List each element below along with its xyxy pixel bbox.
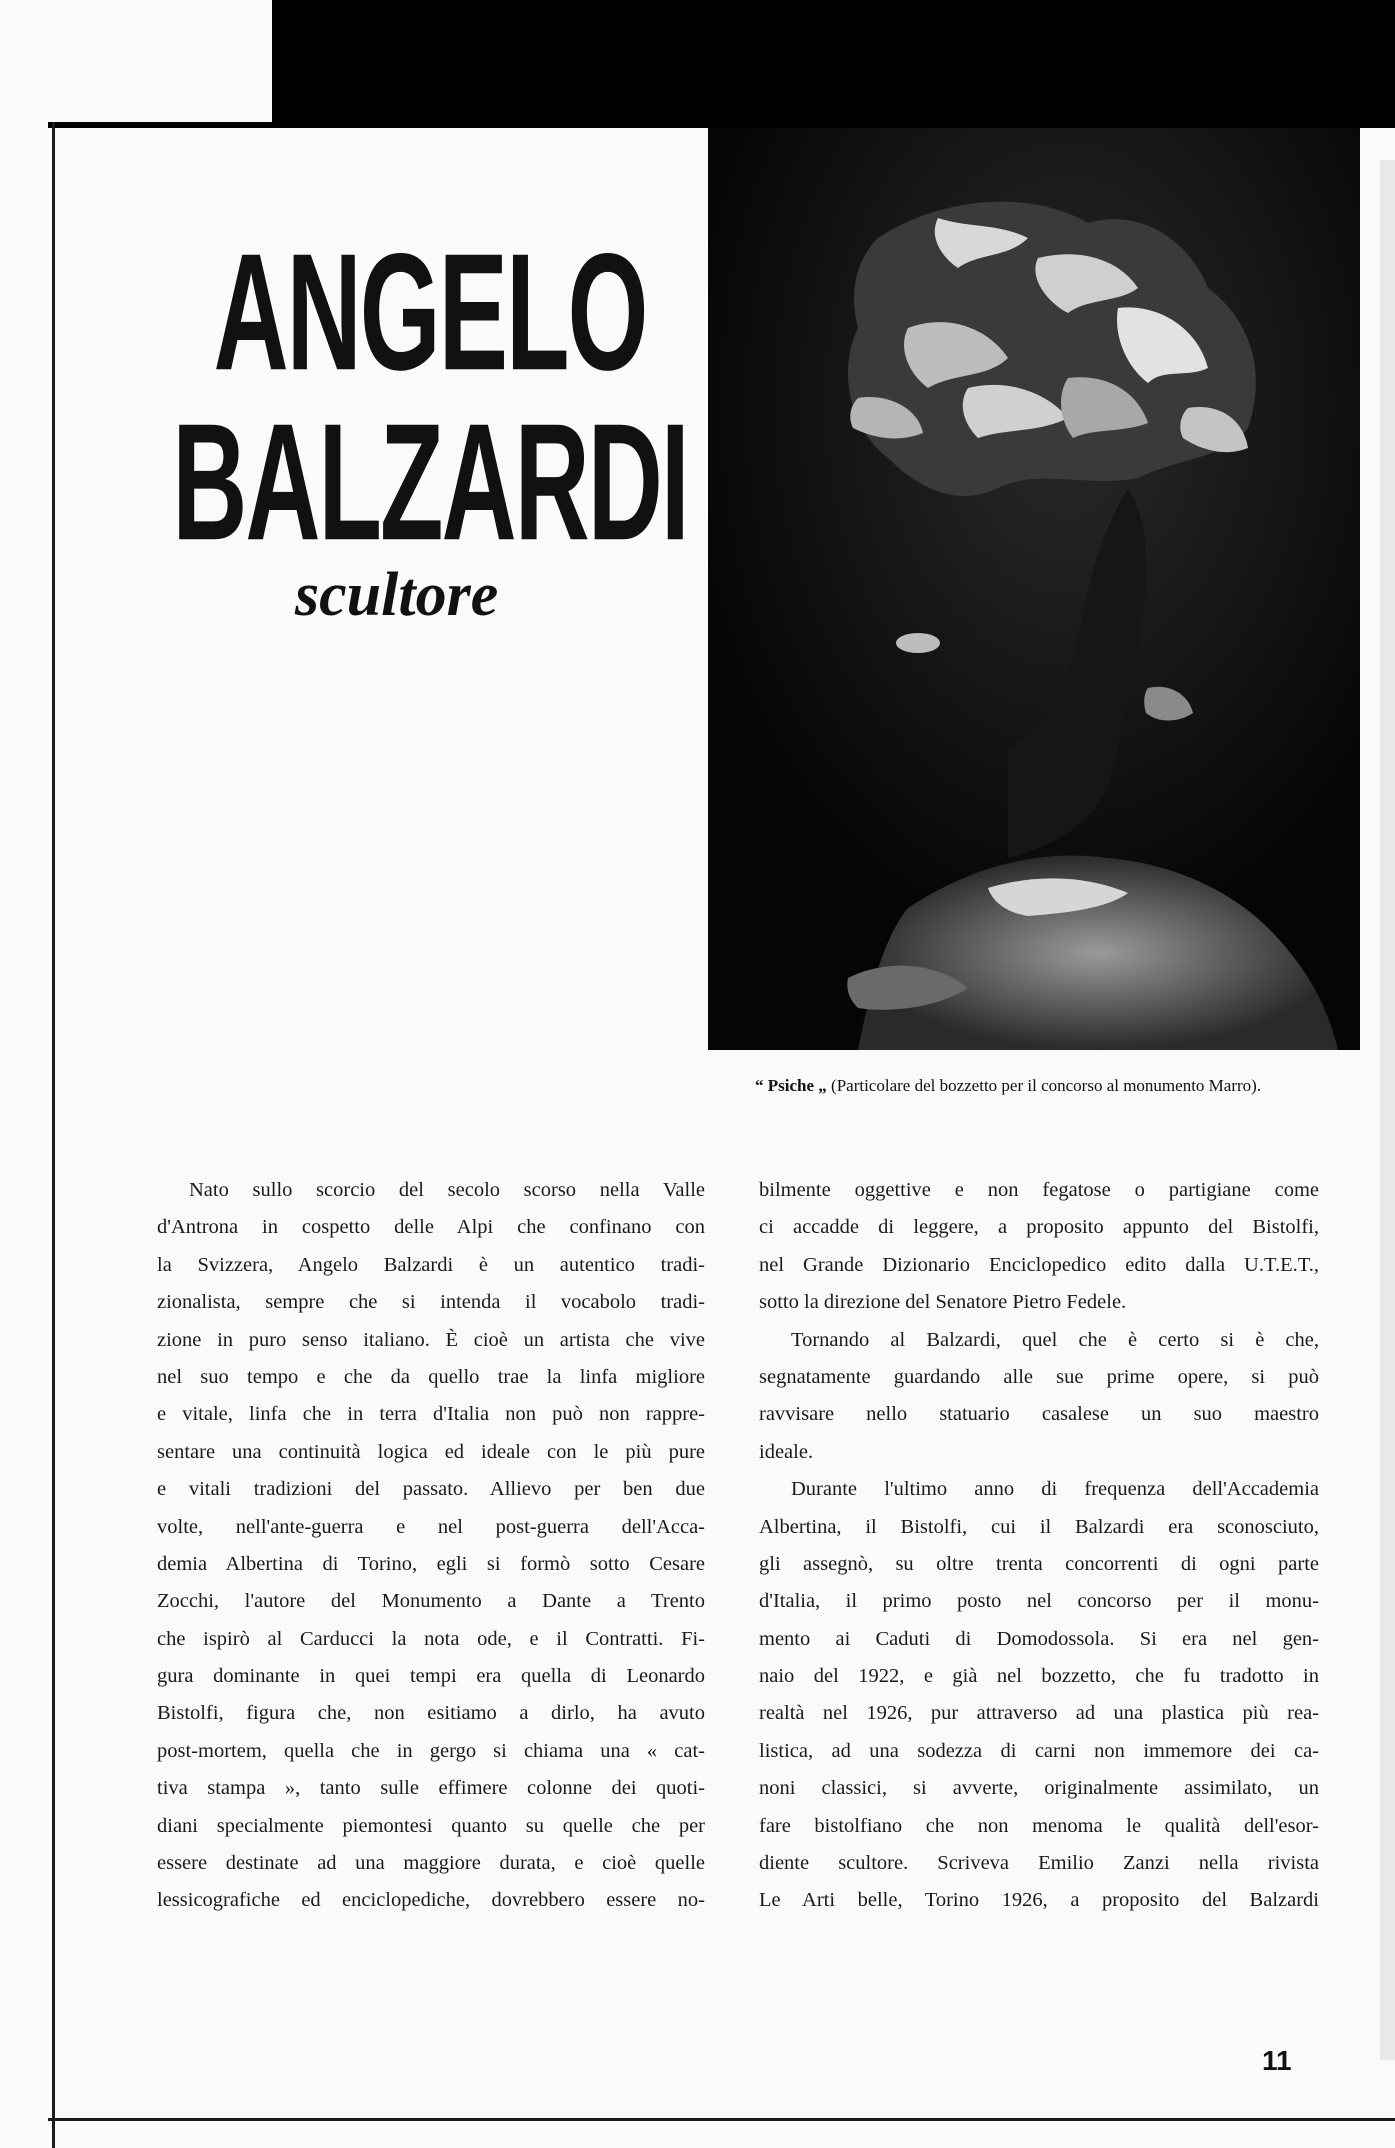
text-line: ravvisare nello statuario casalese un suo maestro (759, 1403, 1319, 1426)
text-line: Bistolfi, figura che, non esitiamo a dirlo, ha avuto (157, 1702, 705, 1725)
text-line: Zocchi, l'autore del Monumento a Dante a Trento (157, 1590, 705, 1613)
text-line: essere destinate ad una maggiore durata, e cioè quelle (157, 1852, 705, 1875)
text-line: d'Italia, il primo posto nel concorso per il monu- (759, 1590, 1319, 1613)
text-column-left (157, 1172, 705, 1920)
text-line: lessicografiche ed enciclopediche, dovrebbero essere no- (157, 1889, 705, 1912)
text-line: Albertina, il Bistolfi, cui il Balzardi era sconosciuto, (759, 1515, 1319, 1538)
title-line-last-name: BALZARDI (172, 390, 688, 576)
page-edge-right (1380, 160, 1395, 2060)
photo-caption (755, 1076, 1355, 1096)
text-line: diente scultore. Scriveva Emilio Zanzi nella rivista (759, 1852, 1319, 1875)
text-line: tiva stampa », tanto sulle effimere colonne dei quoti- (157, 1777, 705, 1800)
text-line: post-mortem, quella che in gergo si chiama una « cat- (157, 1739, 705, 1762)
text-line: zione in puro senso italiano. È cioè un artista che vive (157, 1328, 705, 1351)
text-line: gli assegnò, su oltre trenta concorrenti di ogni parte (759, 1552, 1319, 1575)
page-edge-left (0, 122, 48, 2148)
text-line: d'Antrona in cospetto delle Alpi che confinano con (157, 1216, 705, 1239)
text-line: la Svizzera, Angelo Balzardi è un autentico tradi- (157, 1253, 705, 1276)
text-line: bilmente oggettive e non fegatose o partigiane come (759, 1179, 1319, 1201)
sculpture-photo-icon (708, 128, 1360, 1050)
caption-title: “ Psiche „ (755, 1076, 827, 1095)
text-line: diani specialmente piemontesi quanto su quelle che per (157, 1814, 705, 1837)
title-line-first-name: ANGELO (213, 220, 647, 406)
text-line: e vitale, linfa che in terra d'Italia non può non rappre- (157, 1403, 705, 1426)
text-line: Tornando al Balzardi, quel che è certo si è che, (791, 1328, 1319, 1351)
text-line: fare bistolfiano che non menoma le qualità dell'esor- (759, 1814, 1319, 1837)
text-line: nel Grande Dizionario Enciclopedico edito dalla U.T.E.T., (759, 1253, 1319, 1276)
text-line: segnatamente guardando alle sue prime opere, si può (759, 1365, 1319, 1388)
page-border-left (52, 122, 55, 2148)
text-line: realtà nel 1926, pur attraverso ad una plastica più rea- (759, 1702, 1319, 1725)
text-line: Nato sullo scorcio del secolo scorso nella Valle (189, 1179, 705, 1201)
text-line: naio del 1922, e già nel bozzetto, che fu tradotto in (759, 1665, 1319, 1688)
text-column-right (759, 1172, 1319, 1920)
text-line: mento ai Caduti di Domodossola. Si era nel gen- (759, 1627, 1319, 1650)
caption-text: (Particolare del bozzetto per il concorso al monumento Marro). (831, 1076, 1262, 1095)
text-line: che ispirò al Carducci la nota ode, e il Contratti. Fi- (157, 1627, 705, 1650)
page-number: 11 (1262, 2045, 1292, 2076)
page-edge-top (0, 0, 272, 122)
text-line: Durante l'ultimo anno di frequenza dell'Accademia (791, 1478, 1319, 1501)
text-line: ideale. (759, 1440, 814, 1463)
text-line: gura dominante in quei tempi era quella di Leonardo (157, 1665, 705, 1688)
page-border-bottom (48, 2118, 1395, 2121)
text-line: noni classici, si avverte, originalmente assimilato, un (759, 1777, 1319, 1800)
article-subtitle: scultore (295, 561, 499, 629)
text-line: volte, nell'ante-guerra e nel post-guerra dell'Acca- (157, 1515, 705, 1538)
text-line: sotto la direzione del Senatore Pietro Fedele. (759, 1291, 1127, 1314)
sculpture-photo (708, 128, 1360, 1050)
text-line: listica, ad una sodezza di carni non immemore dei ca- (759, 1739, 1319, 1762)
text-line: demia Albertina di Torino, egli si formò sotto Cesare (157, 1552, 705, 1575)
article-title (150, 220, 710, 576)
text-line: e vitali tradizioni del passato. Allievo per ben due (157, 1478, 705, 1501)
text-line: zionalista, sempre che si intenda il vocabolo tradi- (157, 1291, 705, 1314)
text-line: nel suo tempo e che da quello trae la linfa migliore (157, 1365, 705, 1388)
text-line: Le Arti belle, Torino 1926, a proposito del Balzardi (759, 1889, 1319, 1912)
text-line: sentare una continuità logica ed ideale con le più pure (157, 1440, 705, 1463)
text-line: ci accadde di leggere, a proposito appunto del Bistolfi, (759, 1216, 1319, 1239)
